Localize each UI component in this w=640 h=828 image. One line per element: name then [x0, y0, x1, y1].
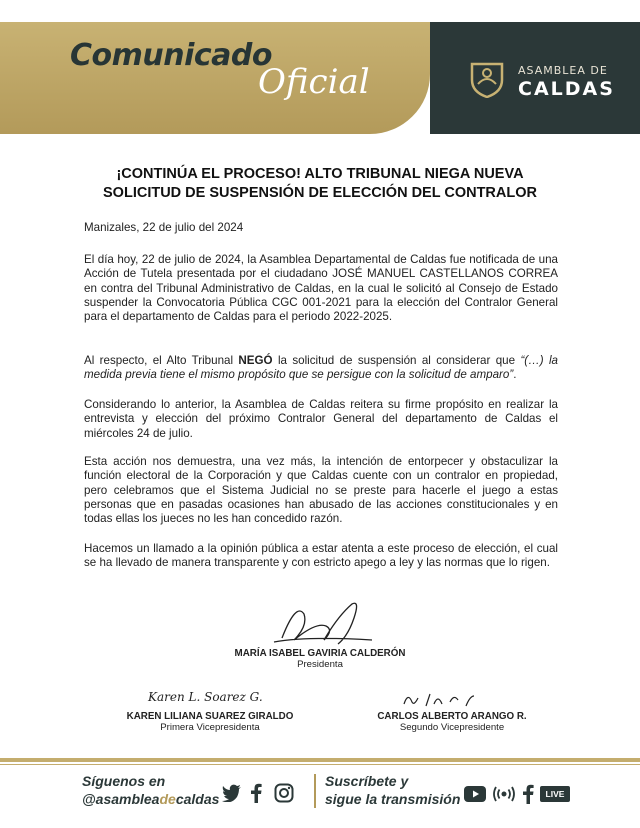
paragraph-4: Esta acción nos demuestra, una vez más, la intención de entorpecer y obstaculizar la función electoral de la Corporación y que Caldas cuente con un contralor en propiedad, pero celebramos que el Sistema Judicial no se preste para hacerle el juego a estas personas que en pasadas ocasiones han abusado de las acciones constitucionales y en todas ellas los jueces no les han concedido razón. — [84, 455, 558, 526]
youtube-icon[interactable] — [464, 786, 486, 802]
paragraph-3: Considerando lo anterior, la Asamblea de Caldas reitera su firme propósito en realizar la entrevista y elección del próximo Contralor General del departamento de Caldas el miércoles 24 de julio. — [84, 398, 558, 440]
handle-part-3: caldas — [175, 791, 220, 807]
signature-handwritten-left: Karen L. Soarez G. — [148, 690, 263, 704]
footer-rule — [0, 758, 640, 762]
footer-rule-thin — [0, 764, 640, 765]
footer-stream-label: sigue la transmisión — [325, 791, 461, 807]
signature-name-first-vp: KAREN LILIANA SUAREZ GIRALDO — [126, 711, 294, 722]
signature-block-president — [220, 648, 420, 670]
facebook-icon[interactable] — [250, 783, 262, 803]
footer-subscribe-label: Suscríbete y — [325, 773, 409, 789]
footer-handle[interactable] — [82, 791, 219, 807]
paragraph-2-bold: NEGÓ — [238, 354, 273, 367]
signature-block-first-vp — [110, 711, 310, 733]
header-subtitle: Oficial — [258, 62, 370, 102]
paragraph-1: El día hoy, 22 de julio de 2024, la Asamblea Departamental de Caldas fue notificada de una Acción de Tutela presentada por el ciudadano JOSÉ MANUEL CASTELLANOS CORREA en contra del Tribunal Administrativo de Caldas, en la cual le solicitó al Consejo de Estado suspender la Convocatoria Pública CGC 001-2021 para la elección del Contralor General para el departamento de Caldas para el periodo 2022-2025. — [84, 253, 558, 324]
paragraph-5: Hacemos un llamado a la opinión pública a estar atenta a este proceso de elección, el cual se ha llevado de manera transparente y con estricto apego a ley y las normas que lo rigen. — [84, 542, 558, 570]
signature-name-president: MARÍA ISABEL GAVIRIA CALDERÓN — [234, 648, 406, 659]
headline — [60, 165, 580, 203]
footer-divider — [314, 774, 316, 808]
paragraph-2-end: . — [513, 368, 517, 382]
logo-text-bottom: CALDAS — [518, 78, 615, 100]
signature-main-icon — [268, 596, 378, 652]
signature-role-first-vp: Primera Vicepresidenta — [160, 722, 260, 733]
handle-part-2: de — [159, 791, 176, 807]
paragraph-2 — [84, 354, 558, 383]
instagram-icon[interactable] — [274, 783, 294, 803]
paragraph-2-start: Al respecto, el Alto Tribunal — [84, 354, 239, 367]
logo-text-top: ASAMBLEA DE — [518, 64, 608, 77]
signature-name-second-vp: CARLOS ALBERTO ARANGO R. — [377, 711, 527, 722]
handle-part-1: @asamblea — [82, 791, 160, 807]
paragraph-2-quote: “(…) la medida previa tiene el mismo propósito que se persigue con la solicitud de amparo” — [84, 354, 558, 382]
broadcast-icon[interactable] — [492, 785, 516, 803]
signature-block-second-vp — [352, 711, 552, 733]
asamblea-logo-icon — [470, 60, 504, 98]
header-banner — [0, 0, 640, 135]
facebook-icon[interactable] — [522, 784, 534, 804]
date-line: Manizales, 22 de julio del 2024 — [84, 221, 244, 234]
signature-right-icon — [400, 690, 480, 710]
signature-role-president: Presidenta — [297, 659, 343, 670]
header-title: Comunicado — [70, 38, 272, 73]
headline-line-2: SOLICITUD DE SUSPENSIÓN DE ELECCIÓN DEL CONTRALOR — [103, 185, 537, 201]
footer-follow-label: Síguenos en — [82, 773, 166, 789]
signature-role-second-vp: Segundo Vicepresidente — [399, 722, 505, 733]
headline-line-1: ¡CONTINÚA EL PROCESO! ALTO TRIBUNAL NIEGA NUEVA — [116, 166, 524, 182]
paragraph-2-middle: la solicitud de suspensión al considerar que — [272, 354, 521, 367]
live-icon[interactable]: LIVE — [540, 786, 570, 802]
twitter-icon[interactable] — [222, 784, 242, 802]
